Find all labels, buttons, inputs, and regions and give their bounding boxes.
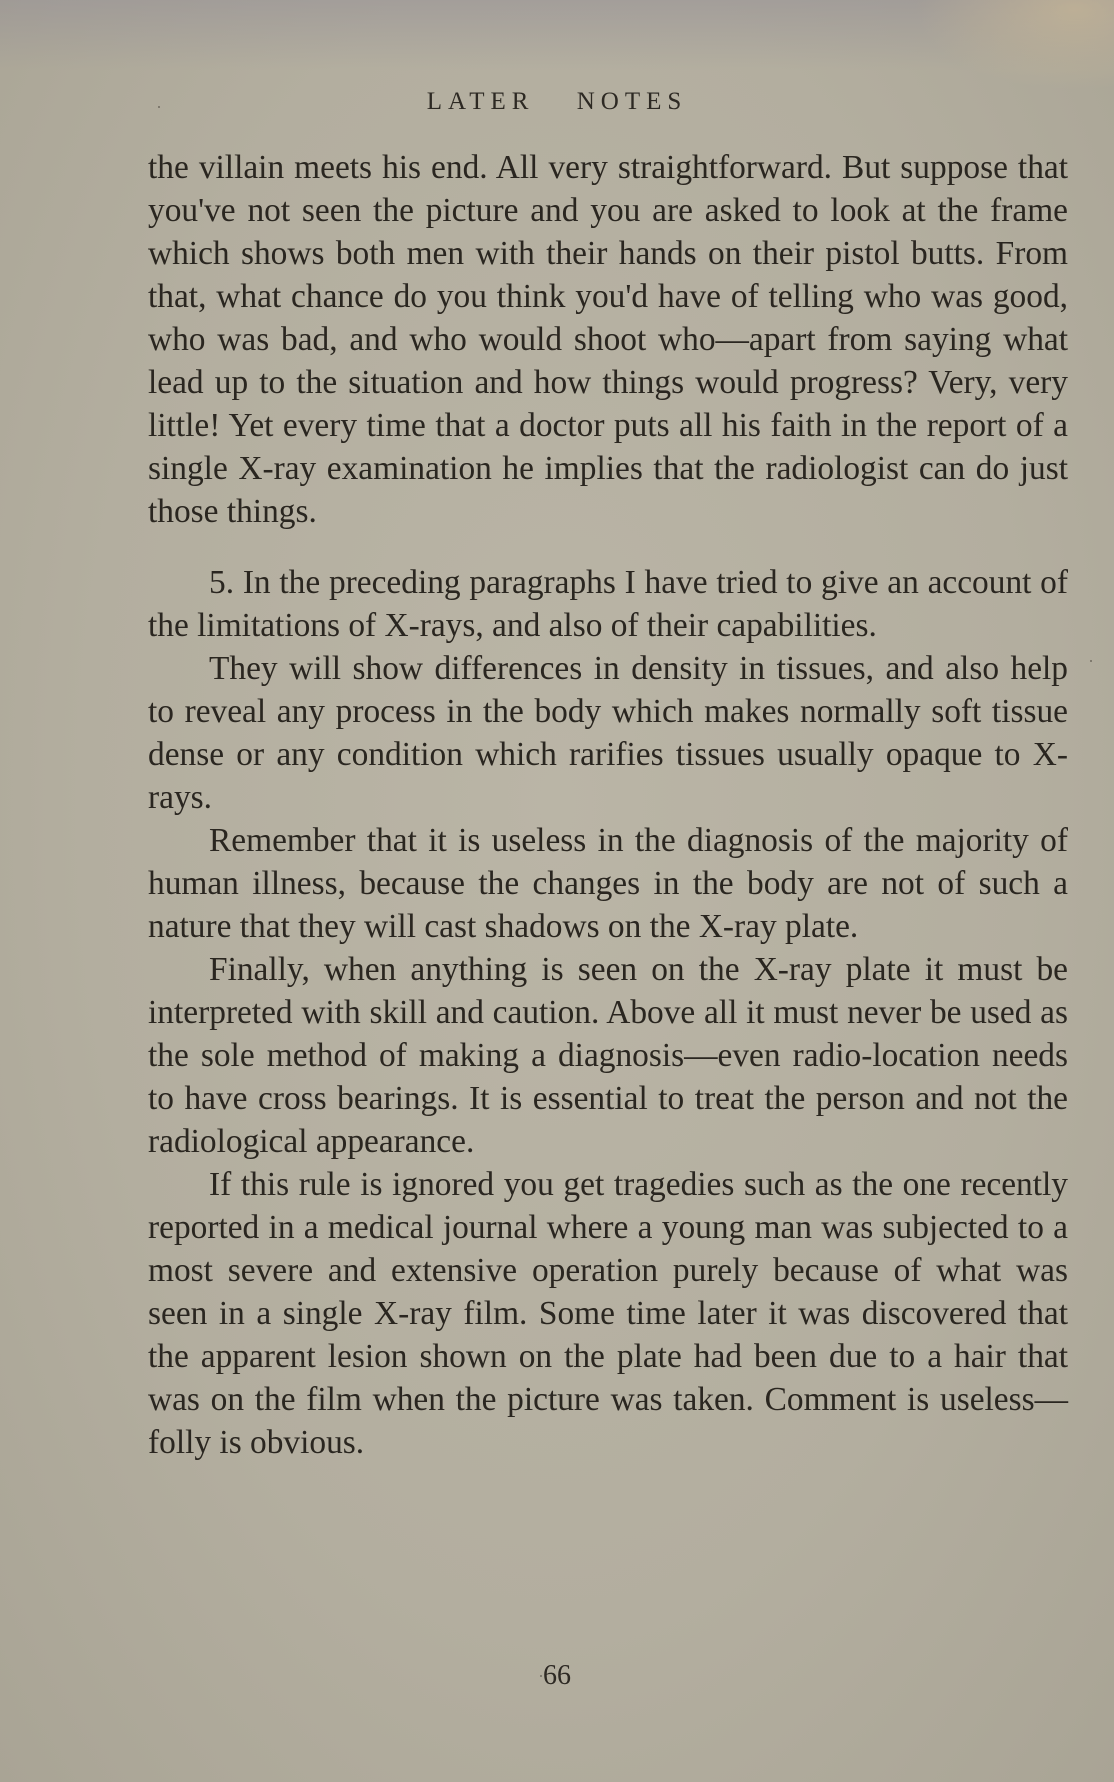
paragraph-continuation: the villain meets his end. All very straightforward. But suppose that you've not seen the picture and you are asked to look at the frame which shows both men with their hands on their pistol butts. From that, what chance do you think you'd have of telling who was good, who was bad, and who would shoot who—apart from saying what lead up to the situation and how things would progress? Very, very little! Yet every time that a doctor puts all his faith in the report of a single X-ray examination he implies that the radiologist can do just those things.: [148, 149, 1068, 530]
running-head: LATER NOTES: [426, 88, 688, 115]
paragraph-density: They will show differences in density in tissues, and also help to reveal any process in the body which makes normally soft tissue dense or any condition which rarifies tissues usually opaque to X-rays.: [148, 650, 1068, 816]
paragraph-tragedy: If this rule is ignored you get tragedies such as the one recently reported in a medical journal where a young man was subjected to a most severe and extensive operation purely because of what was seen in a single X-ray film. Some time later it was discovered that the apparent lesion shown on the plate had been due to a hair that was on the film when the picture was taken. Comment is useless—folly is obvious.: [148, 1166, 1068, 1461]
page-body: [148, 146, 1068, 1464]
page-corner-stain: [914, 0, 1114, 90]
paragraph-point-5: 5. In the preceding paragraphs I have tried to give an account of the limitations of X-rays, and also of their capabilities.: [148, 564, 1068, 644]
page-number: 66: [543, 1660, 571, 1691]
paragraph-useless: Remember that it is useless in the diagnosis of the majority of human illness, because the changes in the body are not of such a nature that they will cast shadows on the X-ray plate.: [148, 822, 1068, 945]
paragraph-caution: Finally, when anything is seen on the X-ray plate it must be interpreted with skill and caution. Above all it must never be used as the sole method of making a diagnosis—even radio-location needs to have cross bearings. It is essential to treat the person and not the radiological appearance.: [148, 951, 1068, 1160]
dust-speck: [1090, 660, 1092, 662]
